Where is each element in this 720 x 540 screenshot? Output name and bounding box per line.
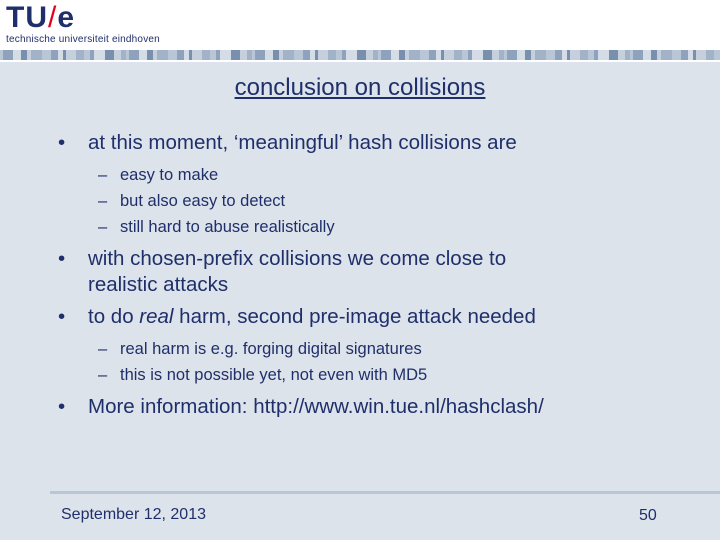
page-number: 50 xyxy=(639,507,657,524)
header-bar xyxy=(0,0,720,62)
bullet-2: • with chosen-prefix collisions we come close to realistic attacks xyxy=(58,247,507,296)
bullet-3-sublist xyxy=(58,336,698,388)
bullet-1-sublist xyxy=(58,162,698,240)
bullet-dot: • xyxy=(58,247,66,270)
sub-bullet: – but also easy to detect xyxy=(98,192,286,210)
bullet-dot: • xyxy=(58,131,66,154)
sub-bullet: – real harm is e.g. forging digital signatures xyxy=(98,340,422,358)
bullet-3: • to do real harm, second pre-image attack needed xyxy=(58,305,536,328)
header-stripe xyxy=(0,50,720,60)
footer-divider xyxy=(50,491,720,494)
footer-date: September 12, 2013 xyxy=(61,506,206,523)
bullet-1: • at this moment, ‘meaningful’ hash collisions are xyxy=(58,131,517,154)
tue-logo xyxy=(6,2,160,45)
logo-slash: / xyxy=(48,1,58,34)
slide-title-wrap xyxy=(0,74,720,102)
bullet-dot: • xyxy=(58,395,66,418)
slide-body xyxy=(58,130,698,420)
bullet-dot: • xyxy=(58,305,66,328)
bullet-4: • More information: http://www.win.tue.nl/hashclash/ xyxy=(58,395,544,418)
sub-bullet: – this is not possible yet, not even with MD5 xyxy=(98,366,428,384)
sub-bullet: – easy to make xyxy=(98,166,219,184)
emphasis-real: real xyxy=(139,305,174,328)
sub-bullet: – still hard to abuse realistically xyxy=(98,218,335,236)
slide-title: conclusion on collisions xyxy=(234,74,486,101)
logo-mark: TU/e xyxy=(6,1,76,34)
logo-subtitle: technische universiteit eindhoven xyxy=(6,34,160,45)
